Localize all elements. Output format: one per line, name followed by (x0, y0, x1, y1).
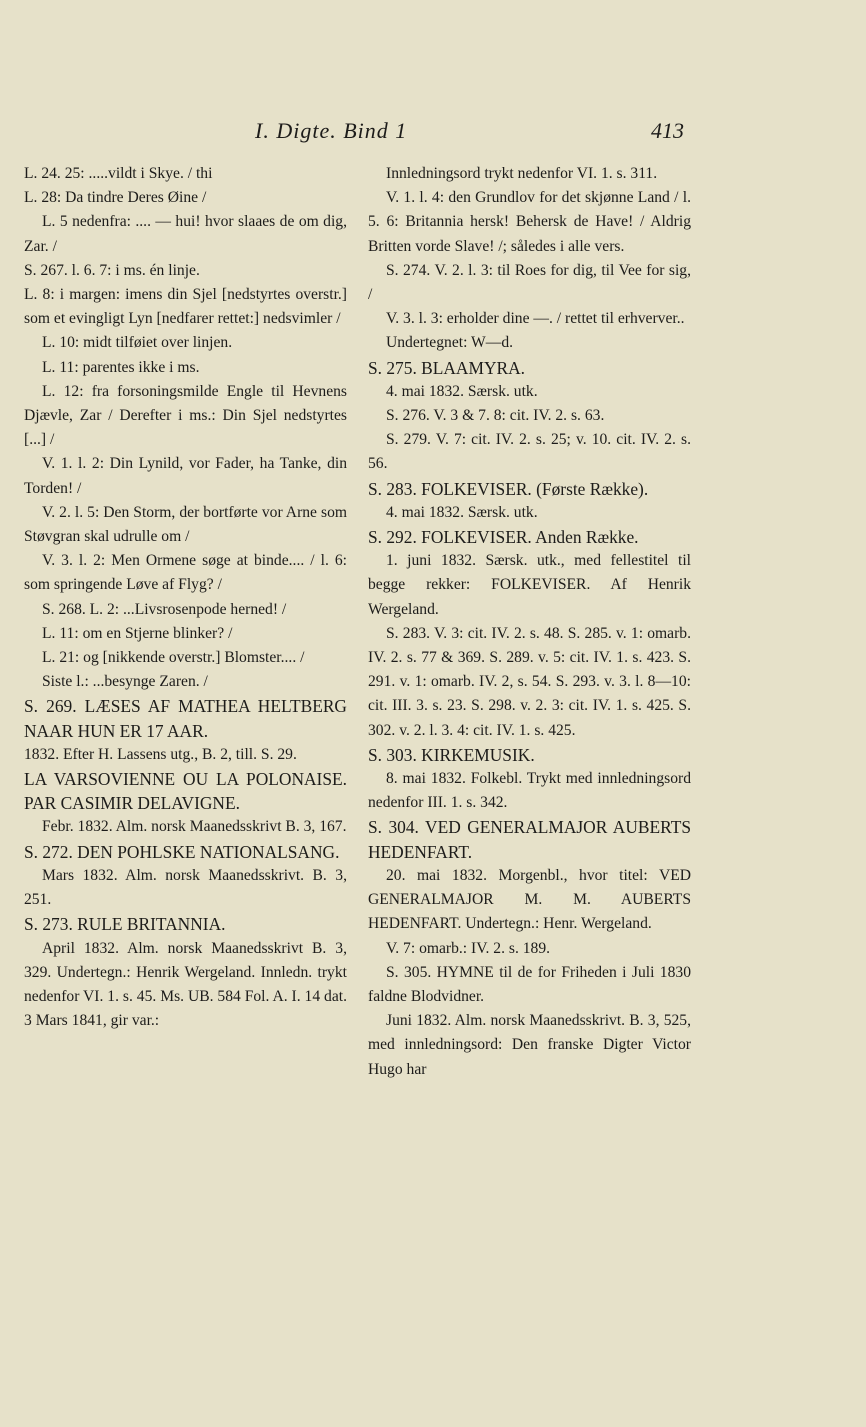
paragraph: V. 7: omarb.: IV. 2. s. 189. (386, 939, 551, 957)
right-column (368, 162, 691, 1082)
paragraph: L. 21: og [nikkende overstr.] Blomster.... / (42, 649, 305, 667)
paragraph: S. 274. V. 2. l. 3: til Roes for dig, til Vee for sig, / (368, 261, 691, 304)
paragraph: 1832. Efter H. Lassens utg., B. 2, till. S. 29. (24, 745, 297, 763)
section-heading: S. 269. LÆSES AF MATHEA HELTBERG NAAR HUN ER 17 AAR. (24, 696, 347, 741)
paragraph: L. 12: fra forsoningsmilde Engle til Hevnens Djævle, Zar / Derefter i ms.: Din Sjel nedstyrtes [...] / (24, 382, 347, 449)
section-heading: S. 283. FOLKEVISER. (Første Række). (368, 478, 649, 499)
paragraph: S. 283. V. 3: cit. IV. 2. s. 48. S. 285. v. 1: omarb. IV. 2. s. 77 & 369. S. 289. v. 5: cit. IV. 1. s. 423. S. 291. v. 1: omarb. IV. 2, s. 54. S. 293. v. 3. l. 8—10: cit. III. 3. s. 23. S. 298. v. 2. 3: cit. IV. 1. s. 425. S. 302. v. 2. l. 3. 4: cit. IV. 1. s. 425. (368, 624, 691, 739)
paragraph: 4. mai 1832. Særsk. utk. (386, 382, 538, 400)
paragraph: V. 1. l. 4: den Grundlov for det skjønne Land / l. 5. 6: Britannia hersk! Behersk de Have! / Aldrig Britten vorde Slave! /; således i alle vers. (368, 189, 691, 255)
paragraph: 20. mai 1832. Morgenbl., hvor titel: VED GENERALMAJOR M. M. AUBERTS HEDENFART. Undertegn.: Henr. Wergeland. (368, 866, 691, 933)
section-heading: S. 292. FOLKEVISER. Anden Række. (368, 527, 639, 548)
paragraph: S. 276. V. 3 & 7. 8: cit. IV. 2. s. 63. (386, 407, 605, 425)
paragraph: L. 28: Da tindre Deres Øine / (24, 189, 207, 207)
section-heading: S. 304. VED GENERALMAJOR AUBERTS HEDENFART. (368, 817, 691, 862)
paragraph: L. 24. 25: .....vildt i Skye. / thi (24, 165, 213, 182)
section-heading: S. 275. BLAAMYRA. (368, 357, 526, 378)
paragraph: L. 11: om en Stjerne blinker? / (42, 624, 233, 642)
paragraph: S. 267. l. 6. 7: i ms. én linje. (24, 261, 200, 279)
paragraph: Undertegnet: W—d. (386, 334, 514, 352)
running-title: I. Digte. Bind 1 (255, 118, 408, 143)
paragraph: Juni 1832. Alm. norsk Maanedsskrivt. B. 3, 525, med innledningsord: Den franske Digter Victor Hugo har (368, 1012, 691, 1078)
paragraph: S. 279. V. 7: cit. IV. 2. s. 25; v. 10. cit. IV. 2. s. 56. (368, 431, 691, 473)
page-header (0, 118, 866, 148)
section-heading: LA VARSOVIENNE OU LA POLONAISE. PAR CASIMIR DELAVIGNE. (24, 769, 347, 814)
section-heading: S. 272. DEN POHLSKE NATIONALSANG. (24, 841, 340, 862)
paragraph: L. 5 nedenfra: .... — hui! hvor slaaes de om dig, Zar. / (24, 213, 347, 255)
paragraph: S. 305. HYMNE til de for Friheden i Juli 1830 faldne Blodvidner. (368, 963, 691, 1005)
paragraph: Febr. 1832. Alm. norsk Maanedsskrivt B. 3, 167. (42, 818, 347, 836)
paragraph: L. 11: parentes ikke i ms. (42, 358, 200, 376)
paragraph: April 1832. Alm. norsk Maanedsskrivt B. 3, 329. Undertegn.: Henrik Wergeland. Innledn. trykt nedenfor VI. 1. s. 45. Ms. UB. 584 Fol. A. I. 14 dat. 3 Mars 1841, gir var.: (24, 939, 347, 1030)
paragraph: S. 268. L. 2: ...Livsrosenpode herned! / (42, 600, 287, 618)
paragraph: L. 8: i margen: imens din Sjel [nedstyrtes overstr.] som et evingligt Lyn [nedfarer rettet:] nedsvimler / (24, 286, 347, 328)
paragraph: V. 2. l. 5: Den Storm, der bortførte vor Arne som Støvgran skal udrulle om / (24, 503, 347, 546)
left-column (24, 162, 347, 1033)
paragraph: V. 3. l. 3: erholder dine —. / rettet til erhverver.. (386, 310, 685, 328)
paragraph: Siste l.: ...besynge Zaren. / (42, 673, 208, 691)
paragraph: V. 3. l. 2: Men Ormene søge at binde.... / l. 6: som springende Løve af Flyg? / (24, 552, 347, 594)
section-heading: S. 303. KIRKEMUSIK. (368, 744, 535, 765)
paragraph: V. 1. l. 2: Din Lynild, vor Fader, ha Tanke, din Torden! / (24, 455, 347, 497)
paragraph: 1. juni 1832. Særsk. utk., med fellestitel til begge rekker: FOLKEVISER. Af Henrik Wergeland. (368, 552, 691, 618)
section-heading: S. 273. RULE BRITANNIA. (24, 914, 226, 935)
paragraph: 4. mai 1832. Særsk. utk. (386, 503, 538, 521)
paragraph: Innledningsord trykt nedenfor VI. 1. s. 311. (386, 165, 658, 182)
paragraph: L. 10: midt tilføiet over linjen. (42, 334, 233, 352)
page-number: 413 (651, 118, 684, 143)
paragraph: Mars 1832. Alm. norsk Maanedsskrivt. B. 3, 251. (24, 866, 347, 909)
paragraph: 8. mai 1832. Folkebl. Trykt med innledningsord nedenfor III. 1. s. 342. (368, 770, 691, 812)
